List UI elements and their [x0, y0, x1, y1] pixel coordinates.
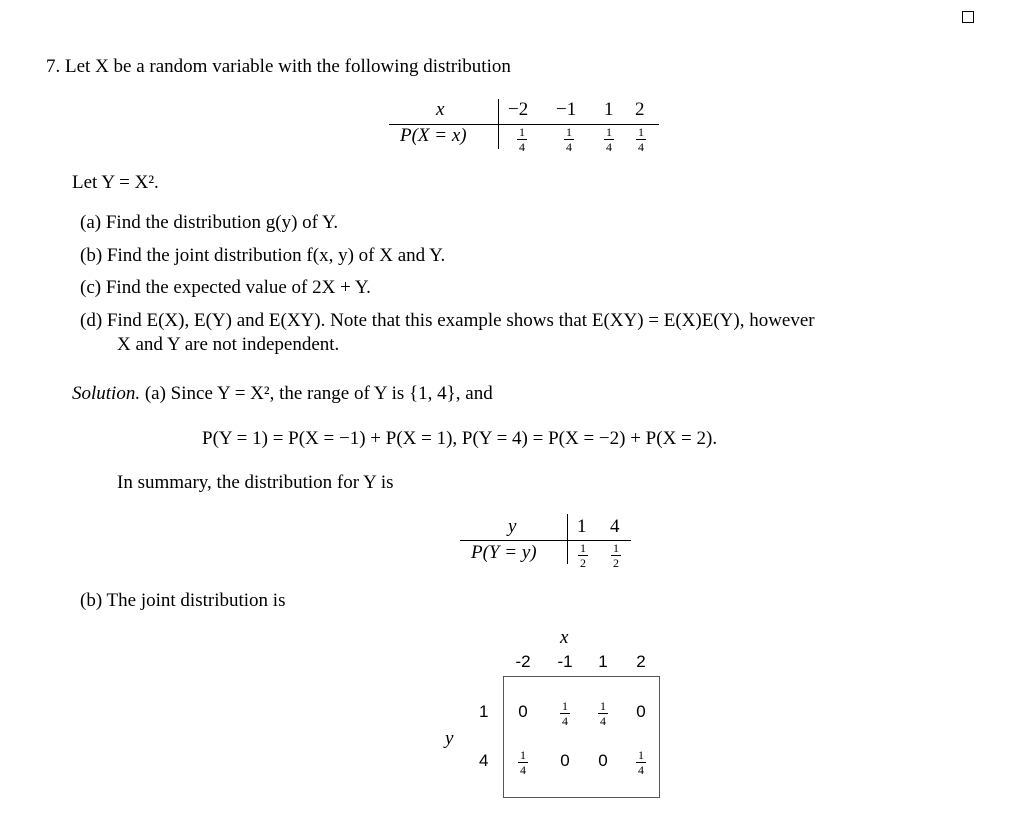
joint-y-label: y: [445, 728, 454, 749]
solution-heading: Solution.: [72, 383, 141, 404]
corner-checkbox[interactable]: [962, 11, 974, 23]
x-value: −2: [508, 99, 529, 120]
joint-x-header: -2: [515, 652, 531, 671]
solution-equation: P(Y = 1) = P(X = −1) + P(X = 1), P(Y = 4) = P(X = −2) + P(X = 2).: [202, 428, 718, 449]
joint-cell-fraction: 1 4: [520, 748, 526, 777]
y-prob-fraction: 1 2: [580, 541, 586, 570]
part-a: (a) Find the distribution g(y) of Y.: [80, 212, 339, 233]
joint-cell: 0: [560, 751, 570, 770]
y-table-hline: [460, 540, 631, 541]
joint-cell-fraction: 1 4: [562, 699, 568, 728]
joint-x-header: 1: [598, 652, 608, 671]
py-row-label: P(Y = y): [471, 542, 537, 563]
joint-cell: 0: [598, 751, 608, 770]
solution-a-text: (a) Since Y = X², the range of Y is {1, 4}, and: [144, 383, 493, 404]
px-row-label: P(X = x): [400, 125, 467, 146]
x-value: 2: [635, 99, 645, 120]
part-b: (b) Find the joint distribution f(x, y) of X and Y.: [80, 245, 446, 266]
problem-intro-text: Let X be a random variable with the following distribution: [65, 56, 511, 77]
y-value: 1: [577, 516, 587, 537]
x-prob-fraction: 1 4: [638, 125, 644, 154]
x-prob-fraction: 1 4: [519, 125, 525, 154]
joint-cell-fraction: 1 4: [600, 699, 606, 728]
problem-number: 7.: [46, 56, 61, 77]
x-prob-fraction: 1 4: [566, 125, 572, 154]
joint-cell-fraction: 1 4: [638, 748, 644, 777]
solution-summary: In summary, the distribution for Y is: [117, 472, 394, 493]
y-table-vline: [567, 514, 568, 564]
joint-table-box: [503, 676, 660, 798]
joint-x-label: x: [560, 627, 569, 648]
problem-intro: [46, 56, 511, 78]
y-row-label: y: [508, 516, 517, 537]
joint-cell: 0: [636, 702, 646, 721]
let-y-statement: Let Y = X².: [72, 172, 159, 193]
x-table-vline: [498, 99, 499, 149]
part-d-continued: X and Y are not independent.: [117, 334, 340, 355]
joint-cell: 0: [518, 702, 528, 721]
x-prob-fraction: 1 4: [606, 125, 612, 154]
x-row-label: x: [436, 99, 445, 120]
joint-y-header: 1: [479, 702, 489, 721]
y-prob-fraction: 1 2: [613, 541, 619, 570]
x-value: −1: [556, 99, 577, 120]
x-value: 1: [604, 99, 614, 120]
joint-x-header: -1: [557, 652, 573, 671]
joint-y-header: 4: [479, 751, 489, 770]
part-d: (d) Find E(X), E(Y) and E(XY). Note that this example shows that E(XY) = E(X)E(Y), however: [80, 310, 815, 331]
part-c: (c) Find the expected value of 2X + Y.: [80, 277, 371, 298]
solution-a: [72, 383, 493, 405]
y-value: 4: [610, 516, 620, 537]
joint-x-header: 2: [636, 652, 646, 671]
solution-b-text: (b) The joint distribution is: [80, 590, 286, 611]
